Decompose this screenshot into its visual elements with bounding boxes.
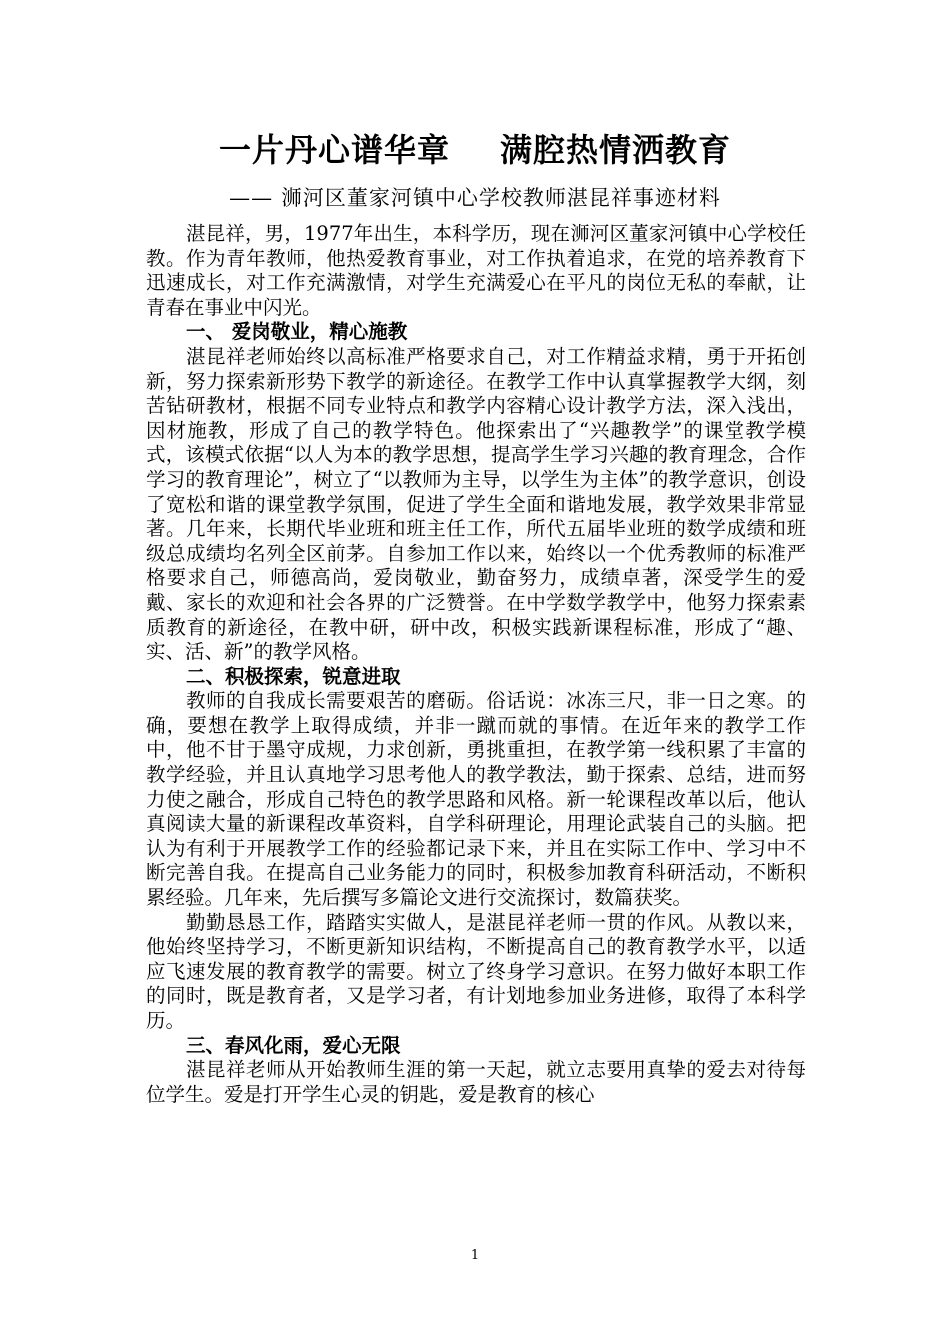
document-subtitle: —— 浉河区董家河镇中心学校教师湛昆祥事迹材料	[229, 186, 721, 210]
section-2-paragraph-2: 勤勤恳恳工作，踏踏实实做人，是湛昆祥老师一贯的作风。从教以来，他始终坚持学习，不断更新知识结构，不断提高自己的教育教学水平，以适应飞速发展的教育教学的需要。树立了终身学习意识。在努力做好本职工作的同时，既是教育者，又是学习者，有计划地参加业务进修，取得了本科学历。	[146, 910, 806, 1032]
page-number: 1	[470, 1248, 480, 1263]
section-1-heading: 一、 爱岗敬业，精心施教	[186, 320, 408, 344]
intro-paragraph: 湛昆祥，男，1977年出生，本科学历，现在浉河区董家河镇中心学校任教。作为青年教师，他热爱教育事业，对工作执着追求，在党的培养教育下迅速成长，对工作充满激情，对学生充满爱心在平凡的岗位无私的奉献，让青春在事业中闪光。	[146, 222, 806, 319]
section-1-paragraph: 湛昆祥老师始终以高标准严格要求自己，对工作精益求精，勇于开拓创新，努力探索新形势下教学的新途径。在教学工作中认真掌握教学大纲，刻苦钻研教材，根据不同专业特点和教学内容精心设计教学方法，深入浅出，因材施教，形成了自己的教学特色。他探索出了“兴趣教学”的课堂教学模式，该模式依据“以人为本的教学思想，提高学生学习兴趣的教育理念，合作学习的教育理论”，树立了“以教师为主导，以学生为主体”的教学意识，创设了宽松和谐的课堂教学氛围，促进了学生全面和谐地发展，教学效果非常显著。几年来，长期代毕业班和班主任工作，所代五届毕业班的数学成绩和班级总成绩均名列全区前茅。自参加工作以来，始终以一个优秀教师的标准严格要求自己，师德高尚，爱岗敬业，勤奋努力，成绩卓著，深受学生的爱戴、家长的欢迎和社会各界的广泛赞誉。在中学数学教学中，他努力探索素质教育的新途径，在教中研，研中改，积极实践新课程标准，形成了“趣、实、活、新”的教学风格。	[146, 344, 806, 664]
document-body	[146, 222, 806, 1107]
title-part-1: 一片丹心谱华章	[218, 131, 450, 169]
section-3-heading: 三、春风化雨，爱心无限	[186, 1033, 401, 1057]
section-3-paragraph: 湛昆祥老师从开始教师生涯的第一天起，就立志要用真挚的爱去对待每位学生。爱是打开学生心灵的钥匙，爱是教育的核心	[146, 1058, 806, 1106]
section-2-paragraph-1: 教师的自我成长需要艰苦的磨砺。俗话说：冰冻三尺，非一日之寒。的确，要想在教学上取得成绩，并非一蹴而就的事情。在近年来的教学工作中，他不甘于墨守成规，力求创新，勇挑重担，在教学第一线积累了丰富的教学经验，并且认真地学习思考他人的教学教法，勤于探索、总结，进而努力使之融合，形成自己特色的教学思路和风格。新一轮课程改革以后，他认真阅读大量的新课程改革资料，自学科研理论，用理论武装自己的头脑。把认为有利于开展教学工作的经验都记录下来，并且在实际工作中、学习中不断完善自我。在提高自己业务能力的同时，积极参加教育科研活动，不断积累经验。几年来，先后撰写多篇论文进行交流探讨，数篇获奖。	[146, 689, 806, 910]
title-part-2: 满腔热情洒教育	[500, 131, 732, 169]
document-title	[0, 128, 950, 172]
section-2-heading: 二、积极探索，锐意进取	[186, 664, 401, 688]
